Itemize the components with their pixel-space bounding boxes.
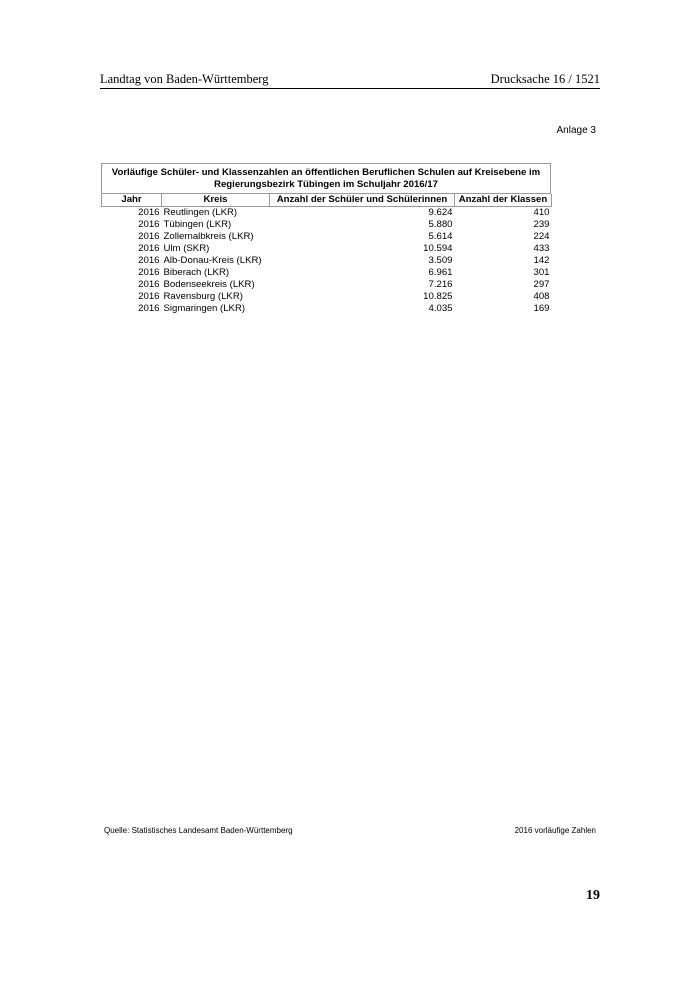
header-document-number: Drucksache 16 / 1521 [490, 72, 600, 86]
table-row [102, 279, 552, 291]
cell-schueler: 5.614 [428, 231, 453, 242]
column-header-kreis: Kreis [162, 194, 270, 207]
cell-kreis: Ravensburg (LKR) [163, 291, 243, 302]
cell-jahr: 2016 [138, 231, 160, 242]
cell-klassen: 410 [533, 207, 550, 218]
source-note: Quelle: Statistisches Landesamt Baden-Württemberg [104, 826, 293, 835]
data-table [101, 194, 552, 315]
cell-kreis: Reutlingen (LKR) [163, 207, 238, 218]
table-title-line-2: Regierungsbezirk Tübingen im Schuljahr 2016/17 [214, 179, 438, 190]
cell-kreis: Tübingen (LKR) [163, 219, 232, 230]
cell-kreis: Sigmaringen (LKR) [163, 303, 246, 314]
page-number: 19 [586, 888, 600, 903]
table-row [102, 291, 552, 303]
attachment-label: Anlage 3 [556, 125, 596, 136]
cell-jahr: 2016 [138, 291, 160, 302]
table-row [102, 243, 552, 255]
cell-klassen: 239 [533, 219, 550, 230]
cell-jahr: 2016 [138, 279, 160, 290]
cell-jahr: 2016 [138, 267, 160, 278]
cell-schueler: 9.624 [428, 207, 453, 218]
table-row [102, 207, 552, 220]
cell-jahr: 2016 [138, 255, 160, 266]
cell-kreis: Zollernalbkreis (LKR) [163, 231, 254, 242]
cell-schueler: 4.035 [428, 303, 453, 314]
table-row [102, 231, 552, 243]
cell-klassen: 224 [533, 231, 550, 242]
cell-jahr: 2016 [138, 219, 160, 230]
cell-schueler: 3.509 [428, 255, 453, 266]
header-publisher: Landtag von Baden-Württemberg [100, 72, 269, 86]
cell-schueler: 10.825 [423, 291, 453, 302]
table-title-line-1: Vorläufige Schüler- und Klassenzahlen an öffentlichen Beruflichen Schulen auf Kreisebene im [111, 167, 541, 178]
table-title [101, 163, 551, 194]
cell-kreis: Ulm (SKR) [163, 243, 210, 254]
cell-kreis: Bodenseekreis (LKR) [163, 279, 255, 290]
table-row [102, 255, 552, 267]
cell-klassen: 142 [533, 255, 550, 266]
table-row [102, 303, 552, 315]
table-row [102, 219, 552, 231]
cell-schueler: 5.880 [428, 219, 453, 230]
cell-schueler: 7.216 [428, 279, 453, 290]
cell-schueler: 10.594 [423, 243, 453, 254]
column-header-schueler: Anzahl der Schüler und Schülerinnen [270, 194, 455, 207]
table-row [102, 267, 552, 279]
cell-kreis: Biberach (LKR) [163, 267, 230, 278]
cell-jahr: 2016 [138, 243, 160, 254]
table-header-row [102, 194, 552, 207]
statistics-table [101, 163, 551, 315]
column-header-klassen: Anzahl der Klassen [455, 194, 552, 207]
column-header-jahr: Jahr [102, 194, 162, 207]
cell-jahr: 2016 [138, 207, 160, 218]
cell-klassen: 408 [533, 291, 550, 302]
page-header [100, 72, 600, 89]
cell-klassen: 301 [533, 267, 550, 278]
cell-schueler: 6.961 [428, 267, 453, 278]
cell-klassen: 297 [533, 279, 550, 290]
cell-jahr: 2016 [138, 303, 160, 314]
cell-klassen: 433 [533, 243, 550, 254]
cell-kreis: Alb-Donau-Kreis (LKR) [163, 255, 262, 266]
cell-klassen: 169 [533, 303, 550, 314]
preliminary-note: 2016 vorläufige Zahlen [514, 826, 596, 835]
